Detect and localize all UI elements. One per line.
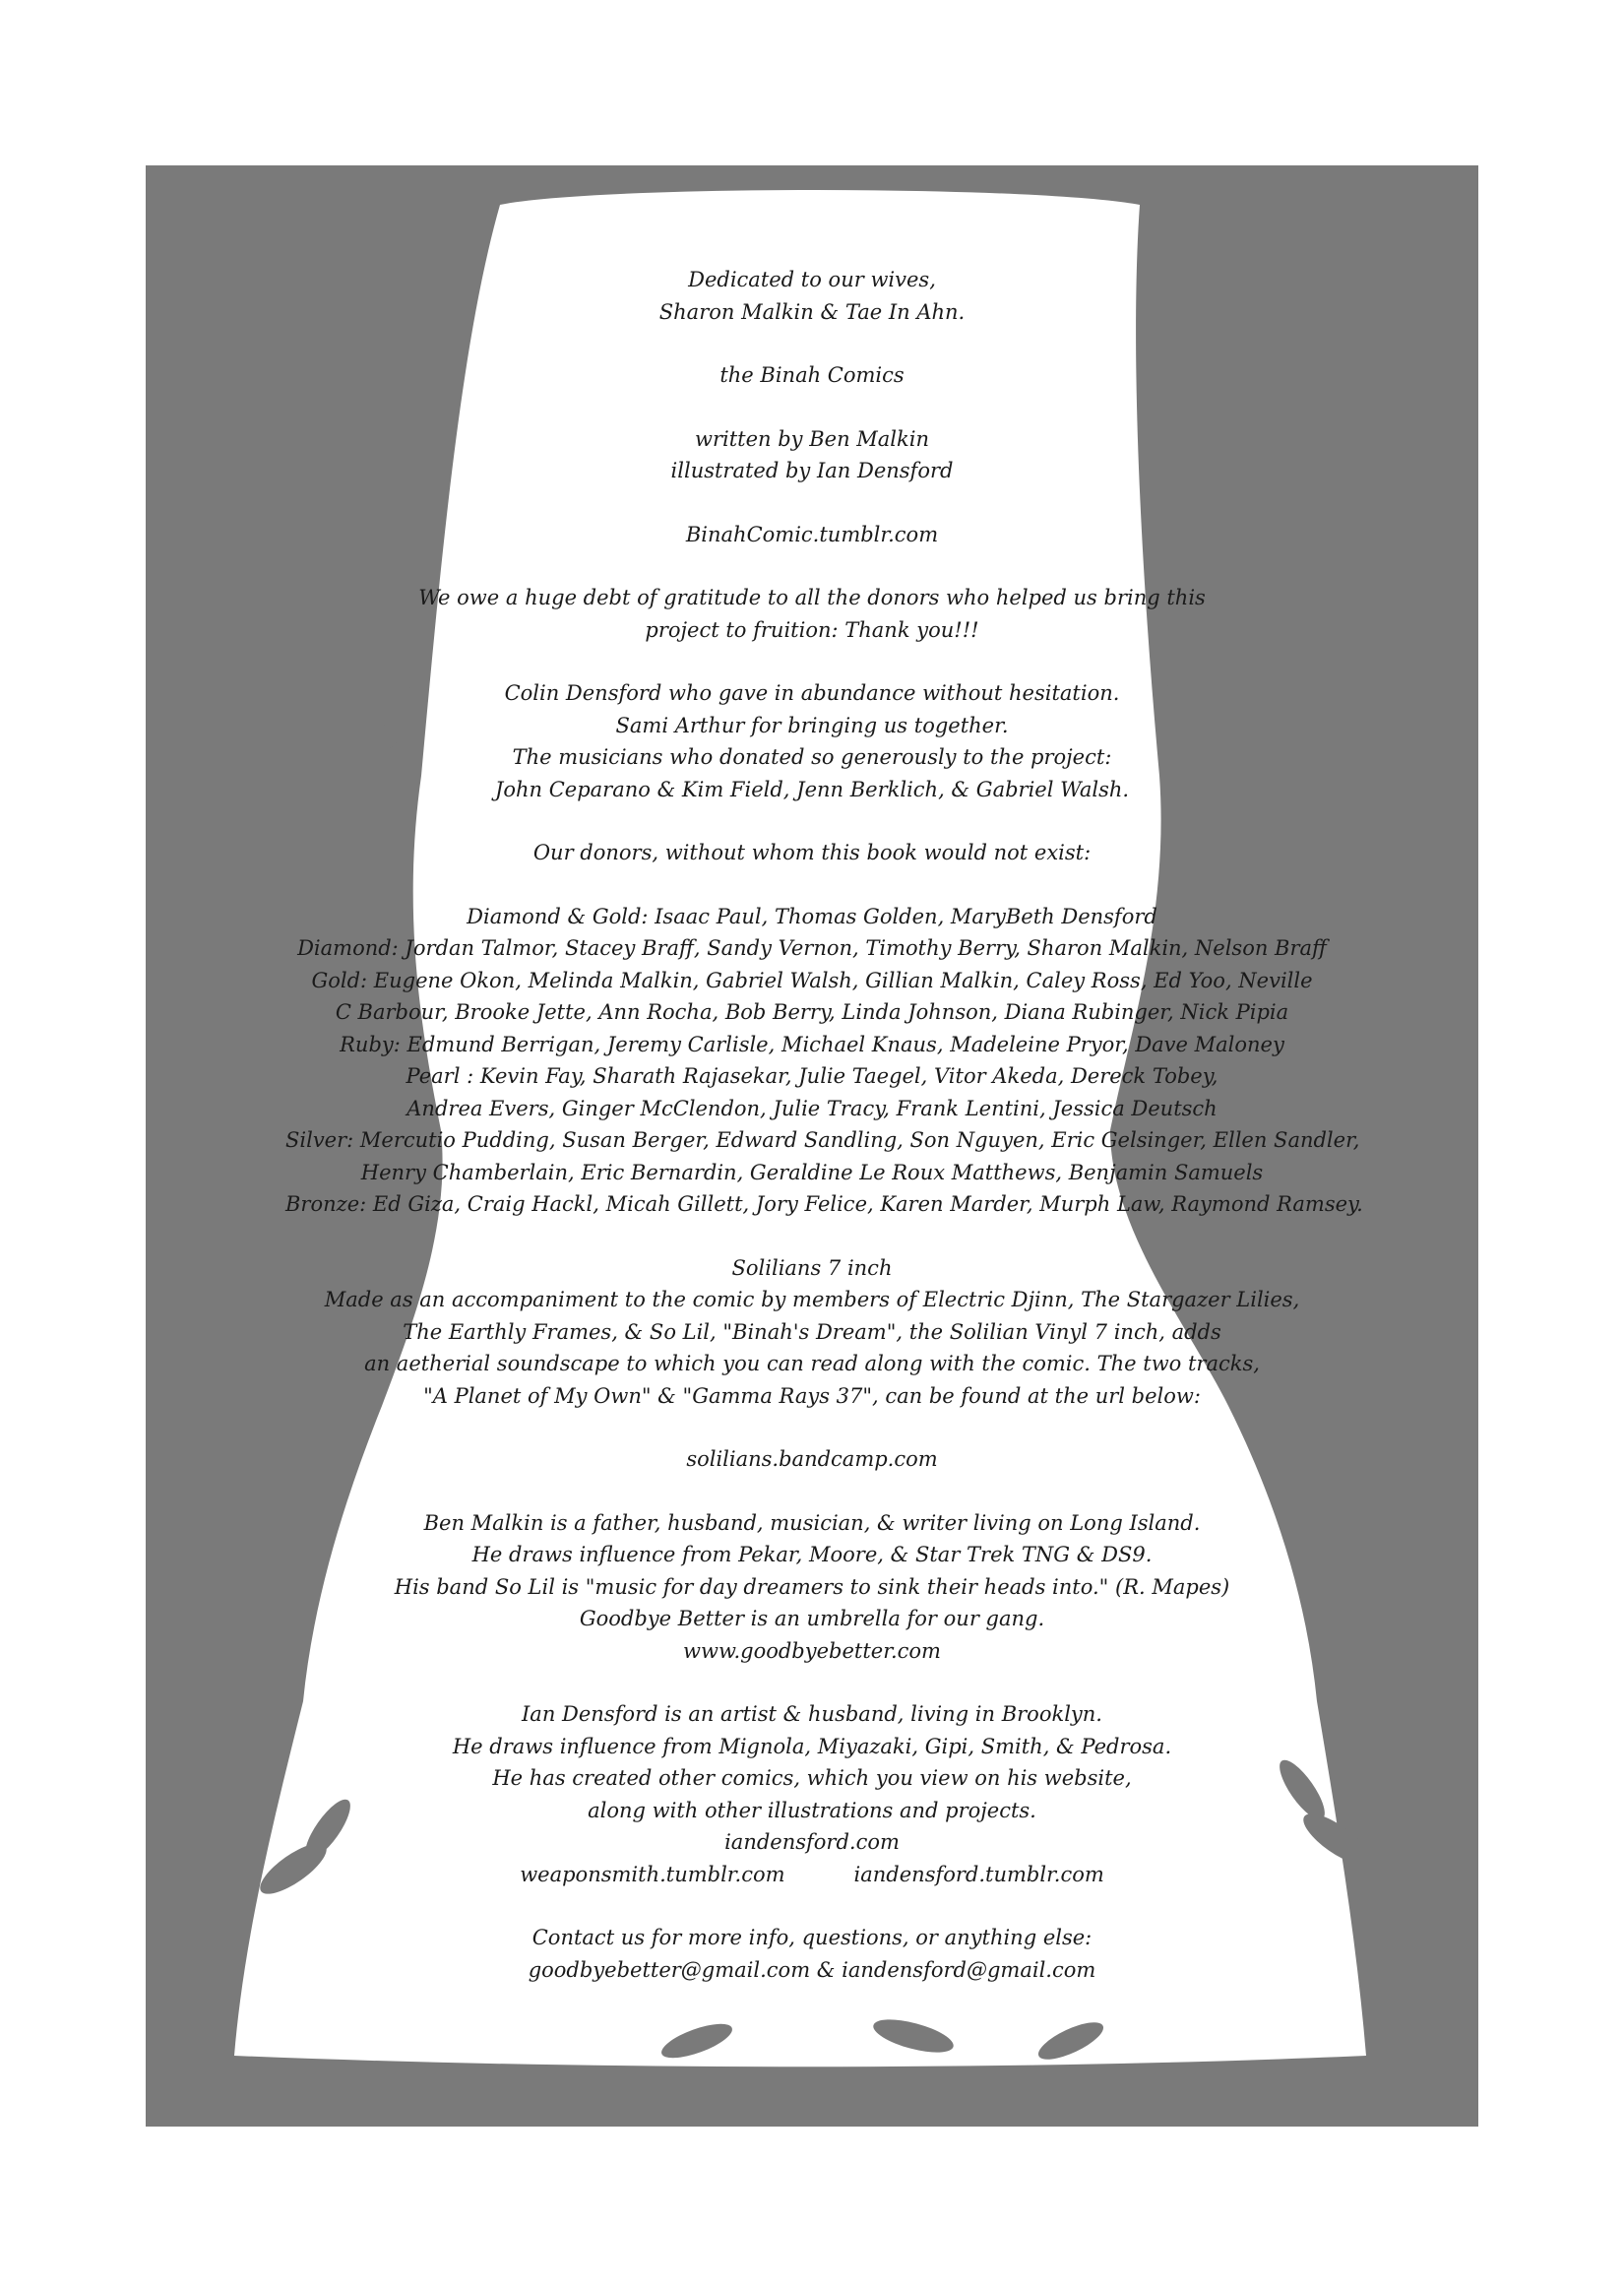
contact-line-1: Contact us for more info, questions, or anything else: — [531, 1926, 1093, 1949]
solilians-line: an aetherial soundscape to which you can read along with the comic. The two tracks, — [364, 1352, 1260, 1375]
ian-bio-url: iandensford.com — [724, 1830, 900, 1854]
ian-bio-line: He draws influence from Mignola, Miyazaki, Gipi, Smith, & Pedrosa. — [452, 1734, 1172, 1758]
solilians-line: Made as an accompaniment to the comic by members of Electric Djinn, The Stargazer Lilies, — [324, 1288, 1300, 1311]
dedication-line-2: Sharon Malkin & Tae In Ahn. — [658, 299, 966, 324]
ian-url-pair — [285, 1859, 1339, 1891]
donor-line: Pearl : Kevin Fay, Sharath Rajasekar, Julie Taegel, Vitor Akeda, Dereck Tobey, — [406, 1064, 1218, 1088]
iandensford-tumblr-url: iandensford.tumblr.com — [853, 1862, 1104, 1886]
donor-line: Bronze: Ed Giza, Craig Hackl, Micah Gillett, Jory Felice, Karen Marder, Murph Law, Raymond Ramsey. — [285, 1192, 1363, 1216]
ian-bio-line: Ian Densford is an artist & husband, living in Brooklyn. — [522, 1702, 1102, 1726]
donor-line: C Barbour, Brooke Jette, Ann Rocha, Bob Berry, Linda Johnson, Diana Rubinger, Nick Pipia — [335, 1000, 1289, 1024]
ian-bio-line: He has created other comics, which you view on his website, — [492, 1766, 1132, 1790]
ben-bio-line: Ben Malkin is a father, husband, musician, & writer living on Long Island. — [423, 1510, 1201, 1535]
thanks-line: Colin Densford who gave in abundance without hesitation. — [504, 681, 1120, 705]
donors-intro: Our donors, without whom this book would not exist: — [532, 841, 1092, 864]
credits-text-block — [285, 264, 1363, 1986]
ian-bio-line: along with other illustrations and projects. — [588, 1798, 1036, 1822]
contact-emails: goodbyebetter@gmail.com & iandensford@gmail.com — [528, 1957, 1096, 1982]
donor-line: Gold: Eugene Okon, Melinda Malkin, Gabriel Walsh, Gillian Malkin, Caley Ross, Ed Yoo, Neville — [311, 968, 1313, 992]
ben-bio-line: He draws influence from Pekar, Moore, & Star Trek TNG & DS9. — [471, 1543, 1153, 1566]
solilians-line: "A Planet of My Own" & "Gamma Rays 37", can be found at the url below: — [423, 1383, 1201, 1408]
thanks-line: John Ceparano & Kim Field, Jenn Berklich, & Gabriel Walsh. — [494, 777, 1130, 801]
donor-line: Diamond & Gold: Isaac Paul, Thomas Golden, MaryBeth Densford — [467, 904, 1157, 928]
donor-line: Henry Chamberlain, Eric Bernardin, Geraldine Le Roux Matthews, Benjamin Samuels — [360, 1160, 1264, 1184]
gratitude-line-1: We owe a huge debt of gratitude to all the donors who helped us bring this — [418, 586, 1206, 609]
gratitude-line-2: project to fruition: Thank you!!! — [645, 617, 979, 642]
weaponsmith-url: weaponsmith.tumblr.com — [520, 1862, 785, 1886]
donor-line: Andrea Evers, Ginger McClendon, Julie Tracy, Frank Lentini, Jessica Deutsch — [406, 1096, 1218, 1120]
ben-bio-url: www.goodbyebetter.com — [683, 1638, 941, 1663]
donor-line: Ruby: Edmund Berrigan, Jeremy Carlisle, Michael Knaus, Madeleine Pryor, Dave Maloney — [340, 1032, 1284, 1056]
solilians-url: solilians.bandcamp.com — [686, 1447, 938, 1471]
book-title: the Binah Comics — [719, 363, 905, 387]
solilians-heading: Solilians 7 inch — [731, 1255, 893, 1280]
ben-bio-line: His band So Lil is "music for day dreamers to sink their heads into." (R. Mapes) — [394, 1574, 1230, 1599]
ben-bio-line: Goodbye Better is an umbrella for our gang. — [579, 1607, 1045, 1630]
thanks-line: The musicians who donated so generously to the project: — [512, 745, 1112, 769]
donor-line: Silver: Mercutio Pudding, Susan Berger, Edward Sandling, Son Nguyen, Eric Gelsinger, Ellen Sandler, — [285, 1128, 1360, 1152]
thanks-line: Sami Arthur for bringing us together. — [615, 713, 1009, 737]
illustrated-by: illustrated by Ian Densford — [670, 459, 954, 482]
donor-line: Diamond: Jordan Talmor, Stacey Braff, Sandy Vernon, Timothy Berry, Sharon Malkin, Nelson Braff — [297, 936, 1327, 960]
solilians-line: The Earthly Frames, & So Lil, "Binah's Dream", the Solilian Vinyl 7 inch, adds — [403, 1319, 1221, 1344]
dedication-line-1: Dedicated to our wives, — [688, 268, 936, 291]
site-url: BinahComic.tumblr.com — [685, 522, 939, 546]
written-by: written by Ben Malkin — [695, 426, 929, 451]
